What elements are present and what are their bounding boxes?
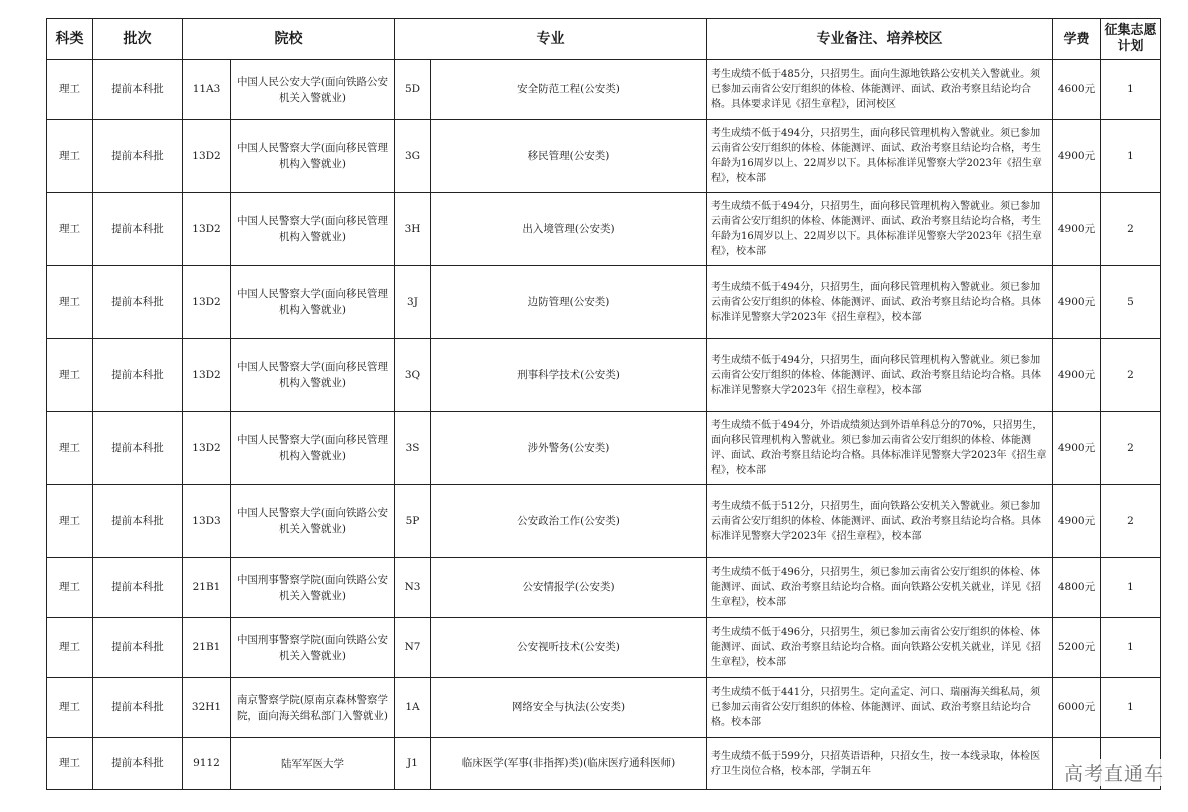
cell-school-code: 13D2 <box>183 339 231 412</box>
cell-major-code: 3H <box>395 193 431 266</box>
cell-major-name: 网络安全与执法(公安类) <box>431 678 707 738</box>
cell-fee: 4900元 <box>1053 193 1101 266</box>
cell-batch: 提前本科批 <box>93 120 183 193</box>
cell-school-name: 中国人民公安大学(面向铁路公安机关入警就业) <box>231 60 395 120</box>
cell-school-name: 中国人民警察大学(面向移民管理机构入警就业) <box>231 193 395 266</box>
cell-major-code: 5P <box>395 485 431 558</box>
cell-fee: 4600元 <box>1053 60 1101 120</box>
cell-fee: 4900元 <box>1053 485 1101 558</box>
cell-major-name: 出入境管理(公安类) <box>431 193 707 266</box>
table-row <box>47 738 1161 790</box>
cell-school-code: 13D2 <box>183 120 231 193</box>
cell-major-name: 公安情报学(公安类) <box>431 558 707 618</box>
header-plan: 征集志愿计划 <box>1101 19 1161 60</box>
cell-subject: 理工 <box>47 266 93 339</box>
cell-batch: 提前本科批 <box>93 339 183 412</box>
cell-batch: 提前本科批 <box>93 60 183 120</box>
cell-subject: 理工 <box>47 60 93 120</box>
cell-batch: 提前本科批 <box>93 738 183 790</box>
cell-school-code: 13D2 <box>183 412 231 485</box>
cell-major-name: 临床医学(军事(非指挥)类)(临床医疗通科医师) <box>431 738 707 790</box>
cell-school-name: 中国刑事警察学院(面向铁路公安机关入警就业) <box>231 618 395 678</box>
table-row <box>47 618 1161 678</box>
cell-subject: 理工 <box>47 618 93 678</box>
header-notes: 专业备注、培养校区 <box>707 19 1053 60</box>
cell-school-code: 32H1 <box>183 678 231 738</box>
cell-subject: 理工 <box>47 339 93 412</box>
cell-fee: 4800元 <box>1053 558 1101 618</box>
cell-major-code: N7 <box>395 618 431 678</box>
cell-batch: 提前本科批 <box>93 485 183 558</box>
cell-notes: 考生成绩不低于599分，只招英语语种，只招女生，按一本线录取，体检医疗卫生岗位合格，校本部，学制五年 <box>707 738 1053 790</box>
cell-school-code: 21B1 <box>183 618 231 678</box>
cell-notes: 考生成绩不低于512分，只招男生，面向铁路公安机关入警就业。须已参加云南省公安厅组织的体检、体能测评、面试、政治考察且结论均合格。具体标准详见警察大学2023年《招生章程》，校本部 <box>707 485 1053 558</box>
cell-subject: 理工 <box>47 485 93 558</box>
cell-subject: 理工 <box>47 738 93 790</box>
table-row <box>47 193 1161 266</box>
table-row <box>47 339 1161 412</box>
cell-plan: 1 <box>1101 618 1161 678</box>
admission-table <box>46 18 1161 790</box>
cell-subject: 理工 <box>47 120 93 193</box>
cell-batch: 提前本科批 <box>93 193 183 266</box>
cell-plan: 2 <box>1101 485 1161 558</box>
cell-major-name: 移民管理(公安类) <box>431 120 707 193</box>
table-row <box>47 485 1161 558</box>
cell-fee: 4900元 <box>1053 266 1101 339</box>
cell-plan: 1 <box>1101 120 1161 193</box>
cell-school-name: 南京警察学院(原南京森林警察学院，面向海关缉私部门入警就业) <box>231 678 395 738</box>
cell-major-code: 3Q <box>395 339 431 412</box>
cell-school-code: 13D2 <box>183 266 231 339</box>
table-row <box>47 558 1161 618</box>
cell-major-code: 1A <box>395 678 431 738</box>
table-row <box>47 266 1161 339</box>
cell-fee: 4900元 <box>1053 339 1101 412</box>
cell-major-code: 3S <box>395 412 431 485</box>
cell-major-code: N3 <box>395 558 431 618</box>
cell-notes: 考生成绩不低于494分，只招男生，面向移民管理机构入警就业。须已参加云南省公安厅组织的体检、体能测评、面试、政治考察且结论均合格。具体标准详见警察大学2023年《招生章程》，校本部 <box>707 339 1053 412</box>
table-row <box>47 120 1161 193</box>
cell-school-code: 13D3 <box>183 485 231 558</box>
cell-major-code: 3G <box>395 120 431 193</box>
cell-batch: 提前本科批 <box>93 266 183 339</box>
header-major: 专业 <box>395 19 707 60</box>
cell-school-code: 11A3 <box>183 60 231 120</box>
cell-plan: 5 <box>1101 266 1161 339</box>
cell-fee: 4900元 <box>1053 120 1101 193</box>
cell-school-name: 中国人民警察大学(面向移民管理机构入警就业) <box>231 266 395 339</box>
cell-subject: 理工 <box>47 193 93 266</box>
cell-major-name: 安全防范工程(公安类) <box>431 60 707 120</box>
cell-plan: 2 <box>1101 412 1161 485</box>
cell-school-name: 陆军军医大学 <box>231 738 395 790</box>
table-row <box>47 678 1161 738</box>
table-row <box>47 412 1161 485</box>
cell-school-code: 21B1 <box>183 558 231 618</box>
cell-fee: 6000元 <box>1053 678 1101 738</box>
cell-major-name: 刑事科学技术(公安类) <box>431 339 707 412</box>
cell-notes: 考生成绩不低于441分，只招男生。定向孟定、河口、瑞丽海关缉私局，须已参加云南省公安厅组织的体检、体能测评、面试、政治考察且结论均合格。校本部 <box>707 678 1053 738</box>
header-subject: 科类 <box>47 19 93 60</box>
cell-school-name: 中国人民警察大学(面向移民管理机构入警就业) <box>231 339 395 412</box>
cell-major-code: 3J <box>395 266 431 339</box>
cell-subject: 理工 <box>47 678 93 738</box>
cell-major-code: J1 <box>395 738 431 790</box>
table-row <box>47 60 1161 120</box>
cell-notes: 考生成绩不低于496分，只招男生，须已参加云南省公安厅组织的体检、体能测评、面试、政治考察且结论均合格。面向铁路公安机关就业，详见《招生章程》，校本部 <box>707 618 1053 678</box>
cell-subject: 理工 <box>47 558 93 618</box>
cell-major-name: 涉外警务(公安类) <box>431 412 707 485</box>
cell-school-name: 中国人民警察大学(面向移民管理机构入警就业) <box>231 120 395 193</box>
cell-school-name: 中国人民警察大学(面向铁路公安机关入警就业) <box>231 485 395 558</box>
cell-subject: 理工 <box>47 412 93 485</box>
cell-fee: 4900元 <box>1053 412 1101 485</box>
cell-batch: 提前本科批 <box>93 678 183 738</box>
header-school: 院校 <box>183 19 395 60</box>
cell-notes: 考生成绩不低于485分，只招男生。面向生源地铁路公安机关入警就业。须已参加云南省公安厅组织的体检、体能测评、面试、政治考察且结论均合格。具体要求详见《招生章程》，团河校区 <box>707 60 1053 120</box>
cell-school-code: 9112 <box>183 738 231 790</box>
cell-batch: 提前本科批 <box>93 618 183 678</box>
cell-plan: 1 <box>1101 558 1161 618</box>
cell-notes: 考生成绩不低于496分，只招男生，须已参加云南省公安厅组织的体检、体能测评、面试、政治考察且结论均合格。面向铁路公安机关就业，详见《招生章程》，校本部 <box>707 558 1053 618</box>
header-batch: 批次 <box>93 19 183 60</box>
cell-plan: 2 <box>1101 193 1161 266</box>
cell-notes: 考生成绩不低于494分，只招男生，面向移民管理机构入警就业。须已参加云南省公安厅组织的体检、体能测评、面试、政治考察且结论均合格。具体标准详见警察大学2023年《招生章程》，校本部 <box>707 266 1053 339</box>
cell-notes: 考生成绩不低于494分，只招男生，面向移民管理机构入警就业。须已参加云南省公安厅组织的体检、体能测评、面试、政治考察且结论均合格，考生年龄为16周岁以上、22周岁以下。具体标准详见警察大学2023年《招生章程》，校本部 <box>707 120 1053 193</box>
header-row <box>47 19 1161 60</box>
cell-notes: 考生成绩不低于494分，只招男生，面向移民管理机构入警就业。须已参加云南省公安厅组织的体检、体能测评、面试、政治考察且结论均合格，考生年龄为16周岁以上、22周岁以下。具体标准详见警察大学2023年《招生章程》，校本部 <box>707 193 1053 266</box>
cell-plan: 1 <box>1101 60 1161 120</box>
cell-major-name: 公安视听技术(公安类) <box>431 618 707 678</box>
cell-major-name: 公安政治工作(公安类) <box>431 485 707 558</box>
cell-major-name: 边防管理(公安类) <box>431 266 707 339</box>
cell-major-code: 5D <box>395 60 431 120</box>
watermark: 高考直通车 <box>1062 759 1166 786</box>
cell-notes: 考生成绩不低于494分，外语成绩须达到外语单科总分的70%，只招男生，面向移民管理机构入警就业。须已参加云南省公安厅组织的体检、体能测评、面试、政治考察且结论均合格。具体标准详见警察大学2023年《招生章程》，校本部 <box>707 412 1053 485</box>
cell-school-name: 中国刑事警察学院(面向铁路公安机关入警就业) <box>231 558 395 618</box>
header-fee: 学费 <box>1053 19 1101 60</box>
cell-plan: 2 <box>1101 339 1161 412</box>
cell-school-name: 中国人民警察大学(面向移民管理机构入警就业) <box>231 412 395 485</box>
cell-plan: 1 <box>1101 678 1161 738</box>
cell-batch: 提前本科批 <box>93 412 183 485</box>
cell-school-code: 13D2 <box>183 193 231 266</box>
cell-batch: 提前本科批 <box>93 558 183 618</box>
cell-fee: 5200元 <box>1053 618 1101 678</box>
